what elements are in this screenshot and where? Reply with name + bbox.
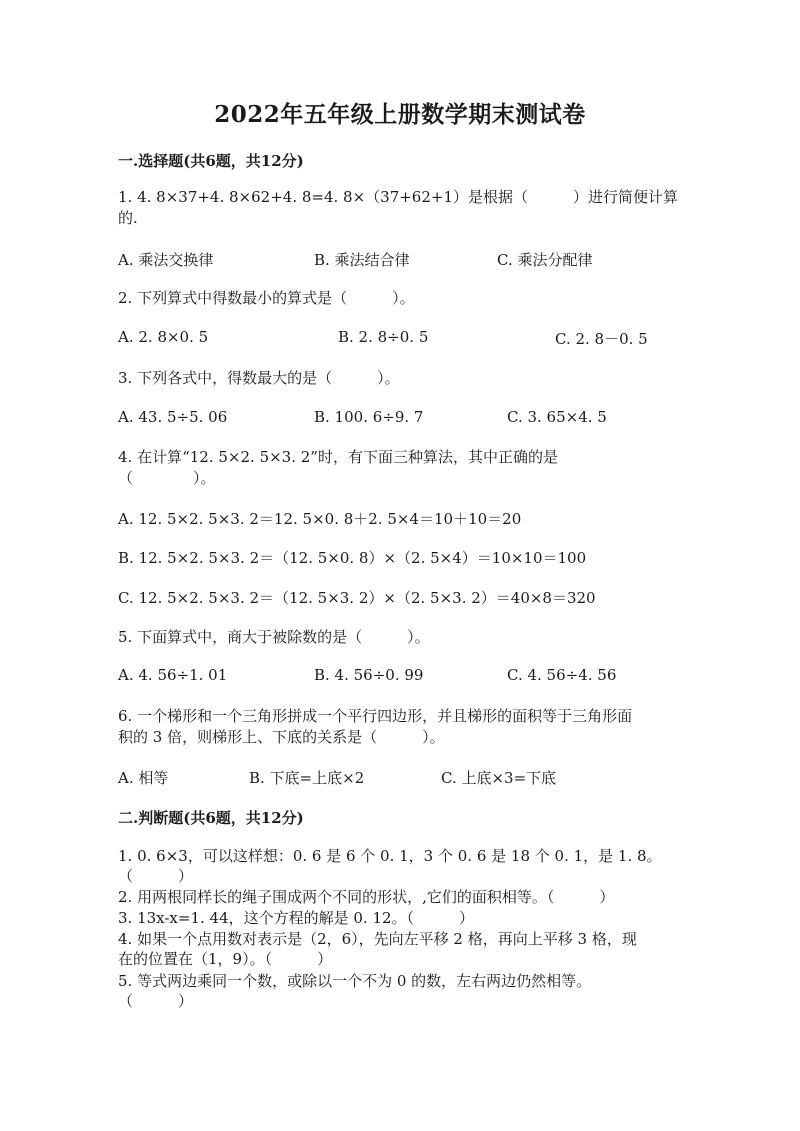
question-2-option-c: C. 2. 8－0. 5: [555, 330, 648, 348]
question-4-line-1: 4. 在计算“12. 5×2. 5×3. 2”时，有下面三种算法，其中正确的是: [118, 448, 558, 466]
page-title: 2022年五年级上册数学期末测试卷: [214, 101, 586, 128]
question-6: [118, 706, 678, 748]
question-4-line-2: （ ）。: [118, 469, 216, 487]
judgement-item-5: [118, 971, 678, 1011]
section-heading-choice: 一.选择题(共6题，共12分): [118, 152, 304, 170]
question-5-option-c: C. 4. 56÷4. 56: [507, 666, 617, 684]
question-2: 2. 下列算式中得数最小的算式是（ ）。: [118, 289, 415, 307]
question-3-option-b: B. 100. 6÷9. 7: [314, 408, 424, 426]
judgement-item-4: [118, 929, 678, 969]
judgement-item-4-line-1: 4. 如果一个点用数对表示是（2，6），先向左平移 2 格，再向上平移 3 格，现: [118, 930, 637, 948]
section-heading-judgement: 二.判断题(共6题，共12分): [118, 809, 304, 827]
judgement-item-5-line-2: （ ）: [118, 992, 194, 1010]
judgement-item-1-line-1: 1. 0. 6×3，可以这样想：0. 6 是 6 个 0. 1，3 个 0. 6 是 18 个 0. 1，是 1. 8。: [118, 847, 662, 865]
judgement-item-4-line-2: 在的位置在（1，9）。（ ）: [118, 950, 333, 968]
question-1-option-c: C. 乘法分配律: [497, 251, 593, 269]
question-4-option-c: C. 12. 5×2. 5×3. 2＝（12. 5×3. 2）×（2. 5×3. 2）＝40×8＝320: [118, 589, 596, 607]
question-4-option-b: B. 12. 5×2. 5×3. 2＝（12. 5×0. 8）×（2. 5×4）＝10×10＝100: [118, 549, 587, 567]
judgement-item-3-line-1: 3. 13x-x=1. 44，这个方程的解是 0. 12。（ ）: [118, 909, 475, 927]
judgement-item-2-line-1: 2. 用两根同样长的绳子围成两个不同的形状，,它们的面积相等。（ ）: [118, 888, 615, 906]
question-1-option-b: B. 乘法结合律: [314, 251, 410, 269]
judgement-item-5-line-1: 5. 等式两边乘同一个数，或除以一个不为 0 的数，左右两边仍然相等。: [118, 972, 592, 990]
question-4: [118, 447, 678, 489]
question-3-option-c: C. 3. 65×4. 5: [507, 408, 607, 426]
judgement-item-1: [118, 846, 678, 886]
question-2-option-b: B. 2. 8÷0. 5: [338, 328, 429, 346]
judgement-item-1-line-2: （ ）: [118, 867, 194, 885]
question-1-line-1: 1. 4. 8×37+4. 8×62+4. 8=4. 8×（37+62+1）是根据（ ）进行简便计算: [118, 188, 679, 206]
question-6-option-b: B. 下底=上底×2: [249, 769, 365, 787]
question-6-line-2: 积的 3 倍，则梯形上、下底的关系是（ ）。: [118, 728, 445, 746]
question-1: [118, 187, 678, 229]
question-5-option-b: B. 4. 56÷0. 99: [314, 666, 424, 684]
question-1-option-a: A. 乘法交换律: [118, 251, 214, 269]
question-5-option-a: A. 4. 56÷1. 01: [118, 666, 228, 684]
question-6-option-c: C. 上底×3=下底: [441, 769, 557, 787]
question-2-option-a: A. 2. 8×0. 5: [118, 328, 209, 346]
question-3-option-a: A. 43. 5÷5. 06: [118, 408, 228, 426]
judgement-item-3: [118, 908, 678, 928]
question-4-option-a: A. 12. 5×2. 5×3. 2＝12. 5×0. 8＋2. 5×4＝10＋10＝20: [118, 510, 522, 528]
question-6-option-a: A. 相等: [118, 769, 169, 787]
question-6-line-1: 6. 一个梯形和一个三角形拼成一个平行四边形，并且梯形的面积等于三角形面: [118, 707, 633, 725]
question-5: 5. 下面算式中，商大于被除数的是（ ）。: [118, 628, 430, 646]
judgement-item-2: [118, 887, 678, 907]
question-1-line-2: 的.: [118, 209, 138, 227]
question-3: 3. 下列各式中，得数最大的是（ ）。: [118, 369, 400, 387]
